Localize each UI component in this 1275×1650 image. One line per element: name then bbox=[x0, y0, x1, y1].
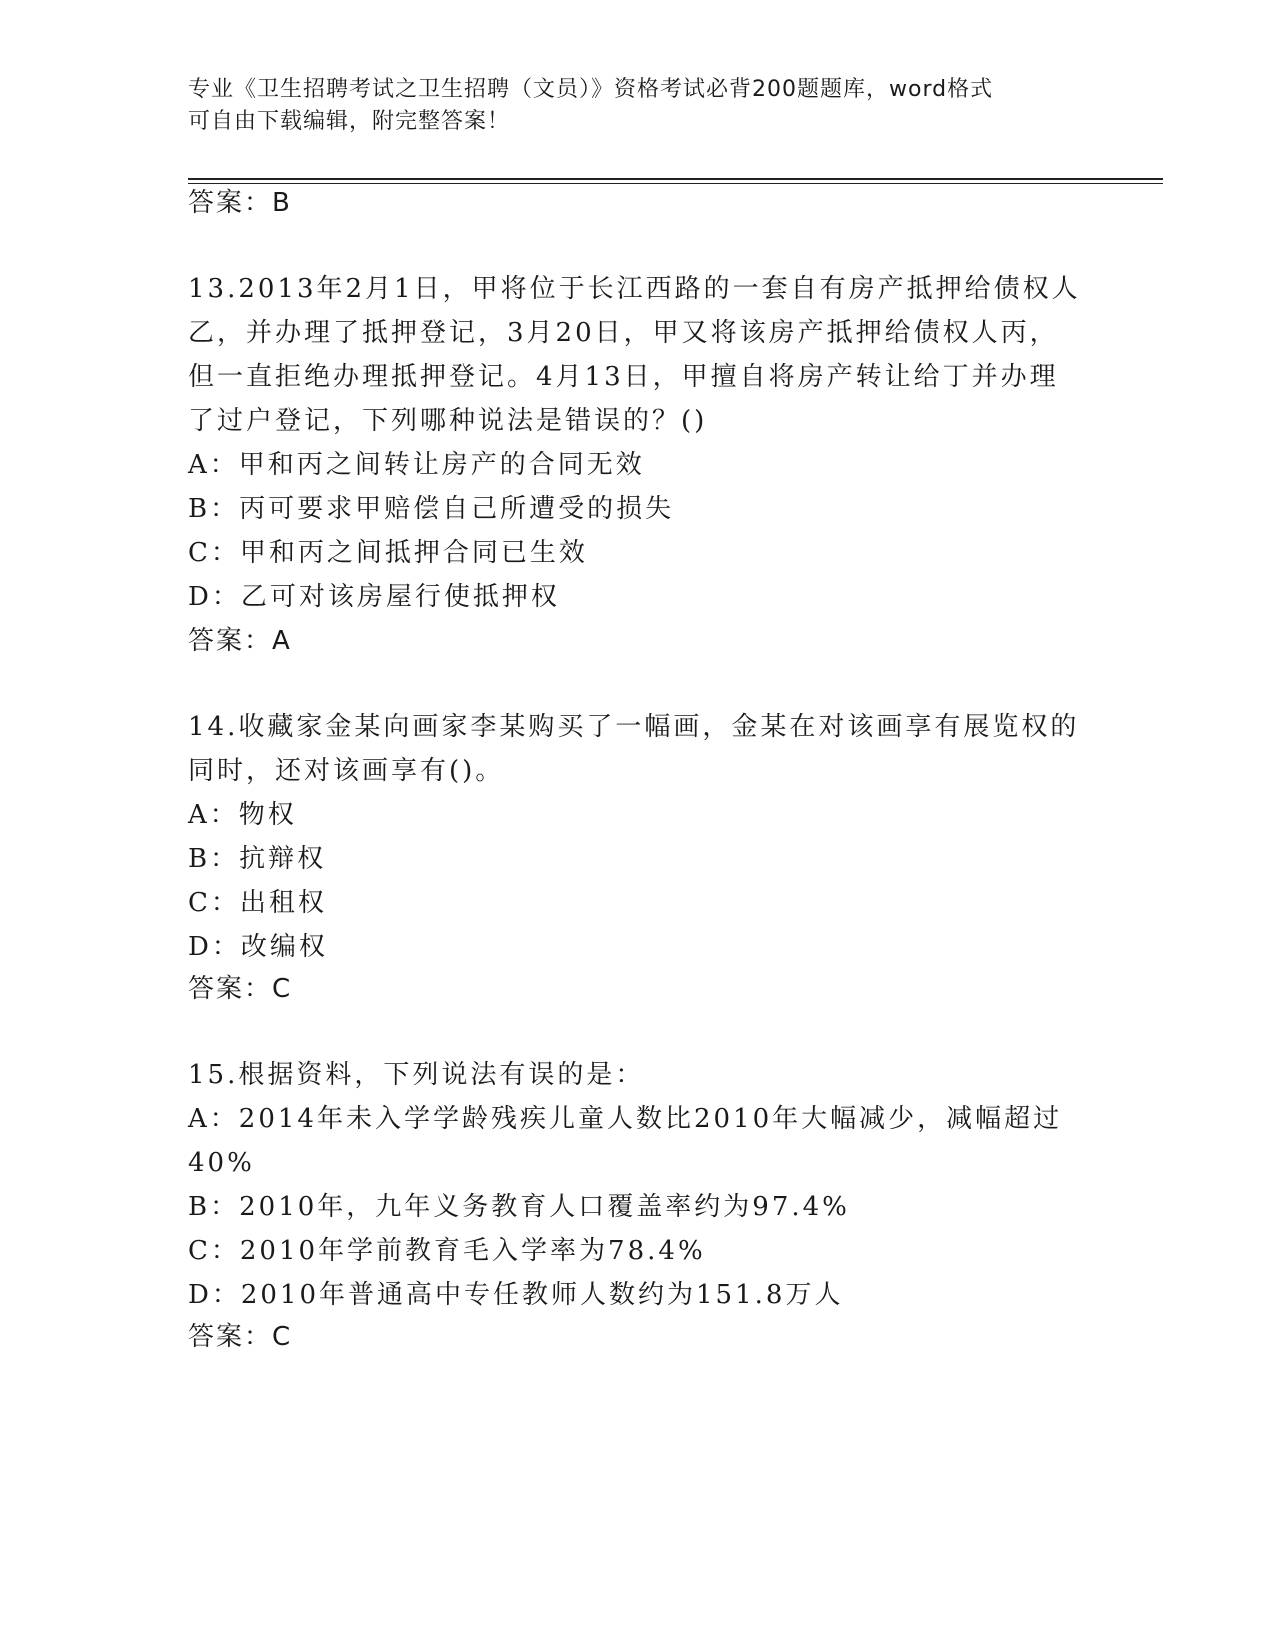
answer-q12: 答案：B bbox=[188, 188, 292, 218]
answer-q14: 答案：C bbox=[188, 974, 293, 1004]
question-13-option-c: C：甲和丙之间抵押合同已生效 bbox=[188, 538, 588, 568]
question-13-line-4: 了过户登记，下列哪种说法是错误的？() bbox=[188, 406, 708, 436]
question-15-option-c: C：2010年学前教育毛入学率为78.4% bbox=[188, 1236, 706, 1266]
question-15-line-1: 15.根据资料，下列说法有误的是： bbox=[188, 1060, 645, 1090]
question-15-option-b: B：2010年，九年义务教育人口覆盖率约为97.4% bbox=[188, 1192, 850, 1222]
question-14-option-b: B：抗辩权 bbox=[188, 844, 327, 874]
header-divider-thin bbox=[188, 183, 1163, 184]
question-13-line-2: 乙，并办理了抵押登记，3月20日，甲又将该房产抵押给债权人丙， bbox=[188, 318, 1059, 348]
question-14-option-d: D：改编权 bbox=[188, 932, 328, 962]
question-14-option-a: A：物权 bbox=[188, 800, 297, 830]
question-13-line-1: 13.2013年2月1日，甲将位于长江西路的一套自有房产抵押给债权人 bbox=[188, 274, 1081, 304]
question-15-option-d: D：2010年普通高中专任教师人数约为151.8万人 bbox=[188, 1280, 844, 1310]
question-13-option-d: D：乙可对该房屋行使抵押权 bbox=[188, 582, 560, 612]
header-line-2: 可自由下载编辑，附完整答案！ bbox=[188, 109, 511, 134]
question-14-line-2: 同时，还对该画享有()。 bbox=[188, 756, 505, 786]
question-13-option-a: A：甲和丙之间转让房产的合同无效 bbox=[188, 450, 645, 480]
question-15-option-a-cont: 40% bbox=[188, 1148, 255, 1178]
question-15-option-a: A：2014年未入学学龄残疾儿童人数比2010年大幅减少，减幅超过 bbox=[188, 1104, 1063, 1134]
header-line-1: 专业《卫生招聘考试之卫生招聘（文员）》资格考试必背200题题库，word格式 bbox=[188, 77, 994, 102]
document-header bbox=[188, 74, 1068, 138]
question-14-option-c: C：出租权 bbox=[188, 888, 327, 918]
question-13-line-3: 但一直拒绝办理抵押登记。4月13日，甲擅自将房产转让给丁并办理 bbox=[188, 362, 1059, 392]
answer-q15: 答案：C bbox=[188, 1322, 293, 1352]
question-14-line-1: 14.收藏家金某向画家李某购买了一幅画，金某在对该画享有展览权的 bbox=[188, 712, 1080, 742]
question-13-option-b: B：丙可要求甲赔偿自己所遭受的损失 bbox=[188, 494, 675, 524]
answer-q13: 答案：A bbox=[188, 626, 292, 656]
header-divider bbox=[188, 178, 1163, 180]
